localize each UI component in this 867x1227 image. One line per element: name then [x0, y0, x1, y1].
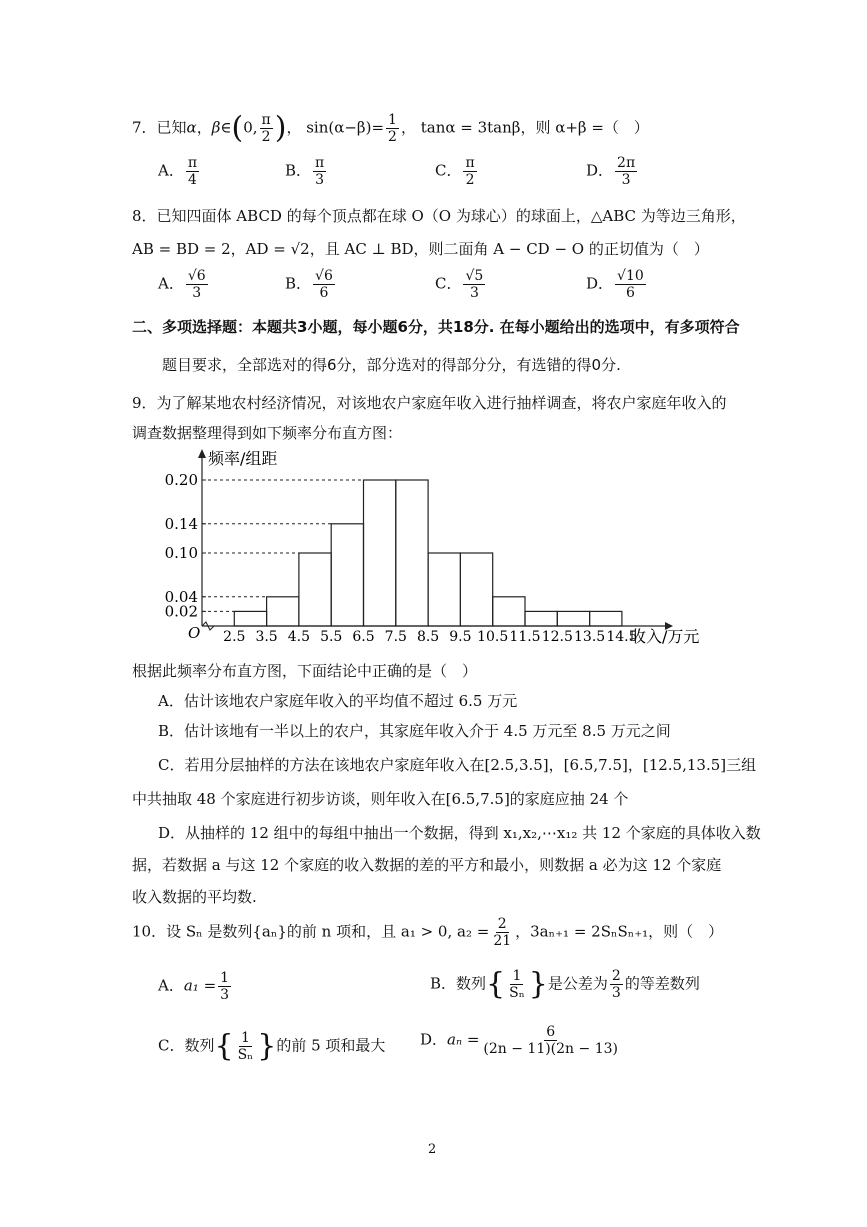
q7-interval-left: 0,	[243, 118, 258, 137]
histogram-bar	[234, 611, 266, 626]
x-tick-label: 7.5	[384, 629, 407, 645]
q8-options	[158, 268, 678, 312]
y-tick-label: 0.14	[164, 514, 198, 533]
x-tick-label: 10.5	[477, 629, 509, 645]
q8-option-d: D． $\frac{√10}{6}$	[586, 268, 644, 302]
q8-option-b: B． $\frac{√6}{6}$	[285, 268, 333, 302]
q9-line1: 9．为了解某地农村经济情况，对该地农户家庭年收入进行抽样调查，将农户家庭年收入的	[132, 394, 727, 412]
q7-paren-left: (	[231, 110, 244, 146]
histogram-bar	[493, 597, 525, 626]
x-tick-label: 4.5	[287, 629, 311, 645]
histogram-bar	[525, 611, 557, 626]
histogram-bar	[460, 553, 492, 626]
x-tick-label: 14.5	[606, 629, 638, 645]
x-tick-label: 13.5	[574, 629, 606, 645]
q10-option-c: C．数列{ $\frac{1}{\text{Sₙ}}$ }的前 5 项和最大	[158, 1028, 386, 1064]
q7-option-c: C． $\frac{\pi}{2}$	[435, 155, 475, 189]
q7-prefix: 7．已知	[132, 118, 187, 137]
histogram-bar	[267, 597, 299, 626]
histogram-bar	[364, 480, 396, 626]
x-tick-label: 2.5	[223, 629, 246, 645]
origin-label: O	[188, 624, 201, 642]
q7-stem: 7．已知α，β∈(0, $\frac{\pi}{2}$ )， sin(α−β)= $\frac{1}{2}$ ， tanα = 3tanβ，则 α+β =（ ）	[132, 110, 649, 146]
histogram-bar	[331, 524, 363, 626]
x-tick-label: 5.5	[320, 629, 343, 645]
q9-option-d-line1: D．从抽样的 12 组中的每组中抽出一个数据，得到 x₁,x₂,⋯x₁₂ 共 12 个家庭的具体收入数	[158, 824, 761, 842]
chart-axes	[198, 449, 673, 630]
q7-pi-over-2: $\frac{\pi}{2}$	[261, 112, 271, 146]
histogram-chart	[160, 446, 720, 656]
q10-stem: 10．设 Sₙ 是数列{aₙ}的前 n 项和，且 a₁ > 0, a₂ = $\frac{2}{21}$ ，3aₙ₊₁ = 2SₙSₙ₊₁，则（ ）	[132, 916, 724, 950]
q7-sep: ，	[196, 118, 212, 137]
y-tick-label: 0.04	[164, 587, 198, 606]
q7-option-d: D． $\frac{2\pi}{3}$	[586, 155, 636, 189]
q7-options	[158, 155, 678, 195]
q7-beta: β∈	[211, 118, 232, 137]
q7-tan-expr: tanα = 3tanβ	[420, 118, 521, 137]
q8-option-a: A． $\frac{√6}{3}$	[158, 268, 206, 302]
q10-option-a: A．a₁ = $\frac{1}{3}$	[158, 970, 230, 1004]
q9-line2: 调查数据整理得到如下频率分布直方图：	[132, 424, 403, 442]
histogram-bar	[428, 553, 460, 626]
q7-sin-expr: sin(α−β)=	[306, 118, 385, 137]
q7-paren-right: )	[274, 110, 287, 146]
q9-option-c-line1: C．若用分层抽样的方法在该地农户家庭年收入在[2.5,3.5]，[6.5,7.5]，[12.5,13.5]三组	[158, 756, 757, 774]
x-tick-label: 3.5	[255, 629, 278, 645]
q9-after: 根据此频率分布直方图，下面结论中正确的是（ ）	[132, 662, 478, 680]
q7-option-b: B． $\frac{\pi}{3}$	[285, 155, 325, 189]
histogram-bar	[299, 553, 331, 626]
y-axis-label: 频率/组距	[208, 449, 278, 468]
q9-option-c-line2: 中共抽取 48 个家庭进行初步访谈，则年收入在[6.5,7.5]的家庭应抽 24 个	[132, 790, 629, 808]
q10-a2-frac: $\frac{2}{21}$	[493, 916, 512, 950]
q7-tail: ，则 α+β =（ ）	[520, 118, 649, 137]
q8-line1: 8．已知四面体 ABCD 的每个顶点都在球 O（O 为球心）的球面上，△ABC 为等边三角形，	[132, 207, 746, 225]
histogram-bar	[557, 611, 589, 626]
q10-option-b: B．数列{ $\frac{1}{\text{Sₙ}}$ }是公差为 $\frac{2}{3}$ 的等差数列	[430, 966, 700, 1002]
chart-labels	[165, 449, 700, 646]
chart-gridlines	[202, 480, 364, 611]
section2-line1: 二、多项选择题：本题共3小题，每小题6分，共18分. 在每小题给出的选项中，有多项符合	[132, 318, 740, 336]
x-tick-label: 11.5	[509, 629, 541, 645]
x-axis-label: 收入/万元	[630, 627, 700, 646]
q8-line2: AB = BD = 2，AD = √2，且 AC ⊥ BD，则二面角 A − CD − O 的正切值为（ ）	[132, 240, 709, 258]
x-tick-label: 9.5	[449, 629, 472, 645]
page-number: 2	[428, 1142, 437, 1157]
x-tick-label: 6.5	[352, 629, 375, 645]
q9-option-a: A．估计该地农户家庭年收入的平均值不超过 6.5 万元	[158, 692, 518, 710]
x-tick-label: 8.5	[416, 629, 440, 645]
section2-line2: 题目要求，全部选对的得6分，部分选对的得部分分，有选错的得0分.	[162, 356, 621, 374]
histogram-bar	[590, 611, 622, 626]
q7-half: $\frac{1}{2}$	[388, 112, 397, 146]
y-axis-arrow	[198, 449, 206, 458]
x-tick-label: 12.5	[541, 629, 573, 645]
q7-option-a: A． $\frac{\pi}{4}$	[158, 155, 198, 189]
histogram-bar	[396, 480, 428, 626]
y-tick-label: 0.02	[164, 602, 198, 621]
q9-option-d-line3: 收入数据的平均数.	[132, 888, 257, 906]
q9-option-d-line2: 据，若数据 a 与这 12 个家庭的收入数据的差的平方和最小，则数据 a 必为这 12 个家庭	[132, 856, 722, 874]
q8-option-c: C． $\frac{√5}{3}$	[435, 268, 484, 302]
q10-option-d: D．aₙ = $\frac{6}{(2n - 11)(2n - 13)}$	[420, 1024, 618, 1058]
y-tick-label: 0.10	[164, 544, 198, 562]
y-tick-label: 0.20	[164, 471, 198, 489]
q7-alpha: α	[186, 118, 197, 137]
q9-option-b: B．估计该地有一半以上的农户，其家庭年收入介于 4.5 万元至 8.5 万元之间	[158, 722, 671, 740]
